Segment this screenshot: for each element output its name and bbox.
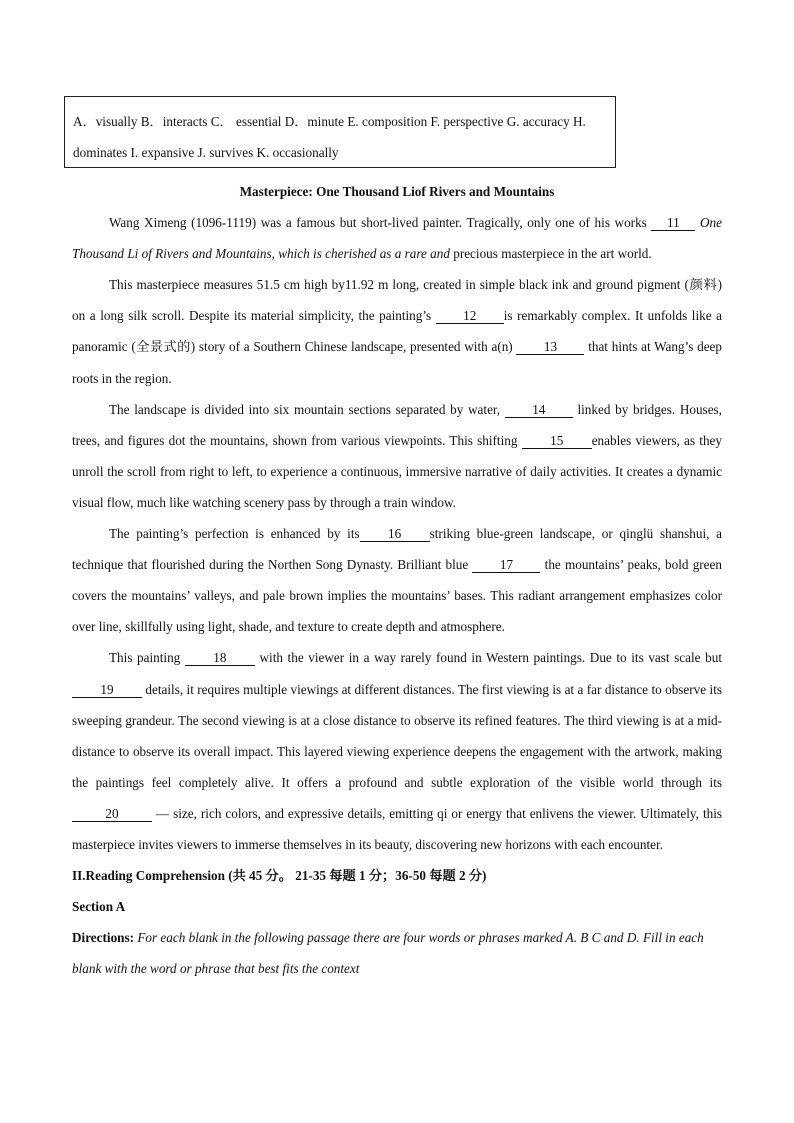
paragraph-1-italic: One Thousand Li of Rivers and Mountains, which is cherished as a rare and [72, 215, 723, 262]
paragraph-2-text-a: This masterpiece measures 51.5 cm high by11.92 m long, created in simple black ink and ground pigment (颜料) on a long silk scroll. Despite its material simplicity, the painting’s [72, 277, 722, 324]
directions [72, 922, 722, 984]
blank-20: 20 [72, 807, 152, 822]
paragraph-4-text-a: The painting’s perfection is enhanced by its [109, 526, 360, 542]
paragraph-2-text-b: is remarkably complex. It unfolds like a panoramic (全景式的) story of a Southern Chinese landscape, presented with a(n) [72, 308, 722, 355]
paragraph-4-text-c: the mountains’ peaks, bold green covers the mountains’ valleys, and pale brown implies the mountains’ bases. This radiant arrangement emphasizes color over line, skillfully using light, shade, and texture to create depth and atmosphere. [72, 557, 722, 635]
paragraph-2-text-c: that hints at Wang’s deep roots in the region. [72, 339, 723, 386]
blank-16: 16 [360, 527, 430, 542]
word-bank-line-2: dominates I. expansive J. survives K. occasionally [73, 145, 339, 160]
word-bank-box [64, 96, 616, 168]
paragraph-5-text-d: — size, rich colors, and expressive details, emitting qi or energy that enlivens the viewer. Ultimately, this masterpiece invites viewers to immerse themselves in its beauty, discovering new horizons with each encounter. [72, 805, 722, 852]
blank-11: 11 [651, 216, 695, 231]
paragraph-4 [72, 518, 722, 642]
blank-18: 18 [185, 651, 255, 666]
paragraph-4-text-b: striking blue-green landscape, or qinglü shanshui, a technique that flourished during the Northen Song Dynasty. Brilliant blue [72, 526, 722, 573]
directions-label: Directions: [72, 930, 135, 946]
section-a-heading: Section A [72, 899, 126, 915]
paragraph-5-text-c: details, it requires multiple viewings at different distances. The first viewing is at a far distance to observe its sweeping grandeur. The second viewing is at a close distance to observe its refined features. The third viewing is at a mid-distance to observe its overall impact. This layered viewing experience deepens the engagement with the artwork, making the paintings feel completely alive. It offers a profound and subtle exploration of the visible world through its [72, 681, 722, 790]
directions-text: For each blank in the following passage there are four words or phrases marked A. B C and D. Fill in each blank with the word or phrase that best fits the context [72, 930, 704, 977]
paragraph-3-text-c: enables viewers, as they unroll the scroll from right to left, to experience a continuous, immersive narrative of daily activities. It creates a dynamic visual flow, much like watching scenery pass by through a train window. [72, 432, 722, 510]
paragraph-5-text-b: with the viewer in a way rarely found in Western paintings. Due to its vast scale but [254, 650, 722, 666]
paragraph-5-text-a: This painting [109, 650, 185, 666]
paragraph-5 [72, 642, 722, 860]
blank-12: 12 [436, 309, 504, 324]
paragraph-1-text-c: precious masterpiece in the art world. [449, 246, 652, 262]
paragraph-3 [72, 394, 722, 518]
blank-13: 13 [516, 340, 584, 355]
paragraph-3-text-a: The landscape is divided into six mountain sections separated by water, [109, 401, 505, 417]
blank-14: 14 [505, 403, 573, 418]
paragraph-1 [72, 207, 722, 269]
blank-17: 17 [472, 558, 540, 573]
word-bank-line-1: A．visually B．interacts C． essential D．minute E. composition F. perspective G. accuracy H. [73, 114, 586, 129]
passage-content [72, 176, 722, 984]
passage-title: Masterpiece: One Thousand Liof Rivers and Mountains [239, 184, 555, 199]
section-heading: II.Reading Comprehension (共 45 分。 21-35 每题 1 分；36-50 每题 2 分) [72, 868, 487, 884]
paragraph-1-text-a: Wang Ximeng (1096-1119) was a famous but short-lived painter. Tragically, only one of his works [109, 215, 652, 231]
blank-15: 15 [522, 434, 592, 449]
paragraph-3-text-b: linked by bridges. Houses, trees, and figures dot the mountains, shown from various viewpoints. This shifting [72, 401, 722, 448]
blank-19: 19 [72, 683, 142, 698]
paragraph-2 [72, 269, 722, 393]
